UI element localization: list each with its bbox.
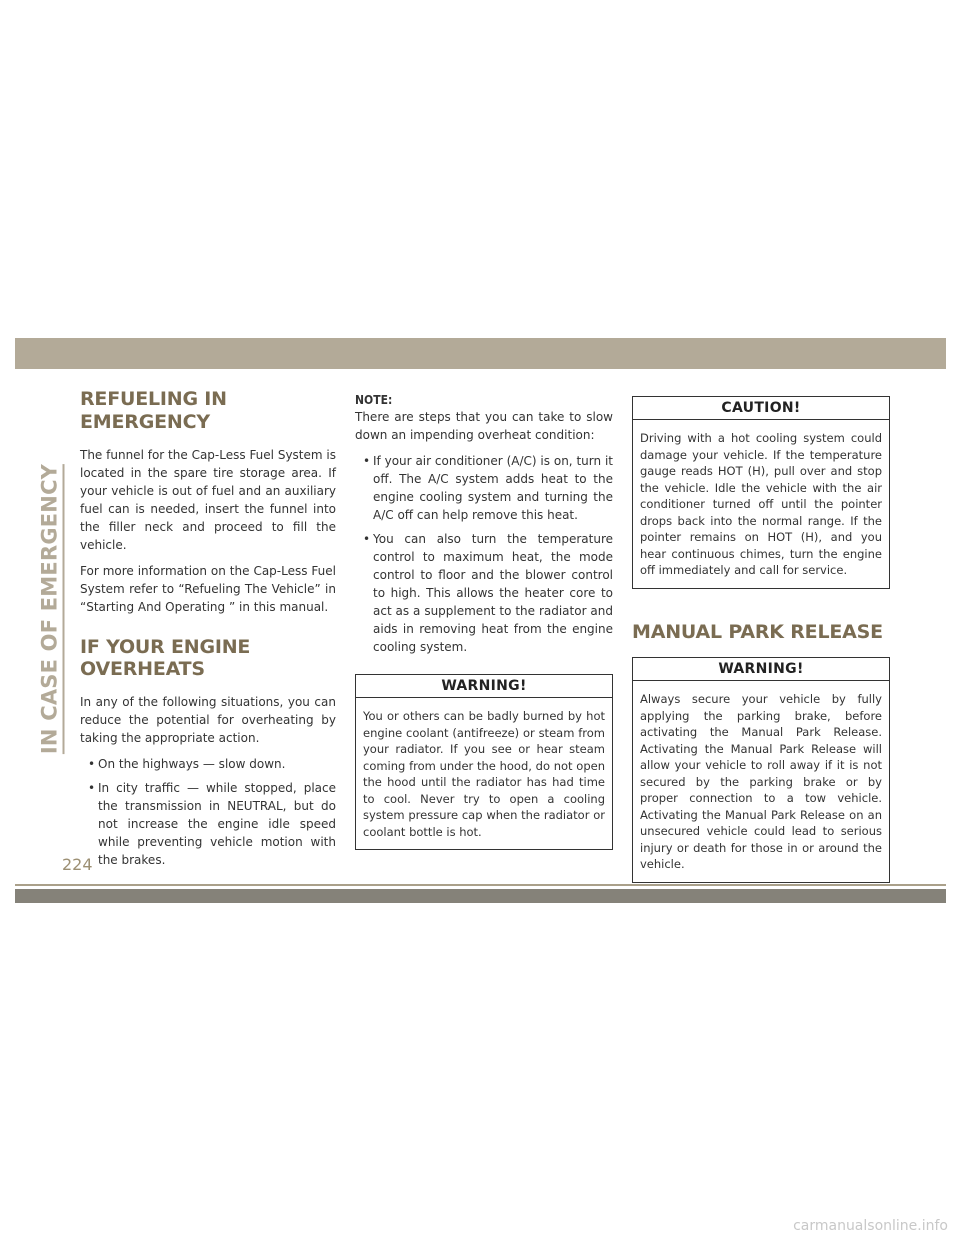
warning-box: [355, 674, 613, 850]
chapter-side-tab: [36, 390, 66, 828]
bullet-icon: •: [88, 757, 96, 772]
warning-text: You or others can be badly burned by hot engine coolant (antifreeze) or steam from your radiator. If you see or hear steam coming from under the hood, do not open the hood until the radiator has had time to cool. Never try to open a cooling system pressure cap when the radiator or coolant bottle is hot.: [363, 709, 605, 839]
chapter-title: IN CASE OF EMERGENCY: [38, 464, 65, 754]
warning-title: WARNING!: [633, 658, 889, 681]
bullet-icon: •: [88, 781, 96, 796]
paragraph: In any of the following situations, you can reduce the potential for overheating by taking the appropriate action.: [80, 695, 336, 746]
header-band: [15, 338, 946, 369]
warning-box: [632, 657, 890, 883]
bullet-list: [80, 755, 336, 869]
paragraph: For more information on the Cap-Less Fuel System refer to “Refueling The Vehicle” in “Starting And Operating ” in this manual.: [80, 563, 336, 614]
watermark: carmanualsonline.info: [793, 1218, 948, 1234]
note-label: NOTE:: [355, 393, 393, 407]
heading-manual-park-release: MANUAL PARK RELEASE: [632, 620, 883, 643]
list-item: • In city traffic — while stopped, place the transmission in NEUTRAL, but do not increase the engine idle speed while preventing vehicle motion with the brakes.: [88, 781, 336, 868]
footer-band: [15, 889, 946, 903]
list-item: • You can also turn the temperature control to maximum heat, the mode control to floor and the blower control to high. This allows the heater core to act as a supplement to the radiator and aids in removing heat from the engine cooling system.: [363, 532, 613, 654]
column-3: [632, 396, 890, 883]
bullet-icon: •: [363, 454, 371, 468]
footer-rule: [15, 884, 946, 886]
column-1: [80, 388, 336, 877]
column-2: [355, 393, 613, 850]
list-item: • If your air conditioner (A/C) is on, turn it off. The A/C system adds heat to the engine cooling system and turning the A/C off can help remove this heat.: [363, 454, 613, 522]
bullet-list: [355, 452, 613, 656]
bullet-icon: •: [363, 532, 371, 546]
warning-text: Always secure your vehicle by fully applying the parking brake, before activating the Manual Park Release. Activating the Manual Park Release will allow your vehicle to roll away if it is not secured by the parking brake or by proper connection to a tow vehicle. Activating the Manual Park Release on an unsecured vehicle could lead to serious injury or death for those in or around the vehicle.: [640, 692, 882, 872]
list-item: • On the highways — slow down.: [88, 757, 286, 772]
warning-title: WARNING!: [356, 675, 612, 698]
paragraph: The funnel for the Cap-Less Fuel System is located in the spare tire storage area. If your vehicle is out of fuel and an auxiliary fuel can is needed, insert the funnel into the filler neck and proceed to fill the vehicle.: [80, 447, 336, 552]
caution-text: Driving with a hot cooling system could damage your vehicle. If the temperature gauge reads HOT (H), pull over and stop the vehicle. Idle the vehicle with the air conditioner turned off until the pointer drops back into the normal range. If the pointer remains on HOT (H), and you hear continuous chimes, turn the engine off immediately and call for service.: [640, 431, 882, 577]
paragraph: There are steps that you can take to slow down an impending overheat condition:: [355, 410, 613, 442]
caution-box: [632, 396, 890, 589]
heading-refueling: REFUELING IN EMERGENCY: [80, 388, 227, 433]
heading-overheats: IF YOUR ENGINE OVERHEATS: [80, 635, 251, 681]
page-number: 224: [62, 855, 93, 874]
caution-title: CAUTION!: [633, 397, 889, 420]
